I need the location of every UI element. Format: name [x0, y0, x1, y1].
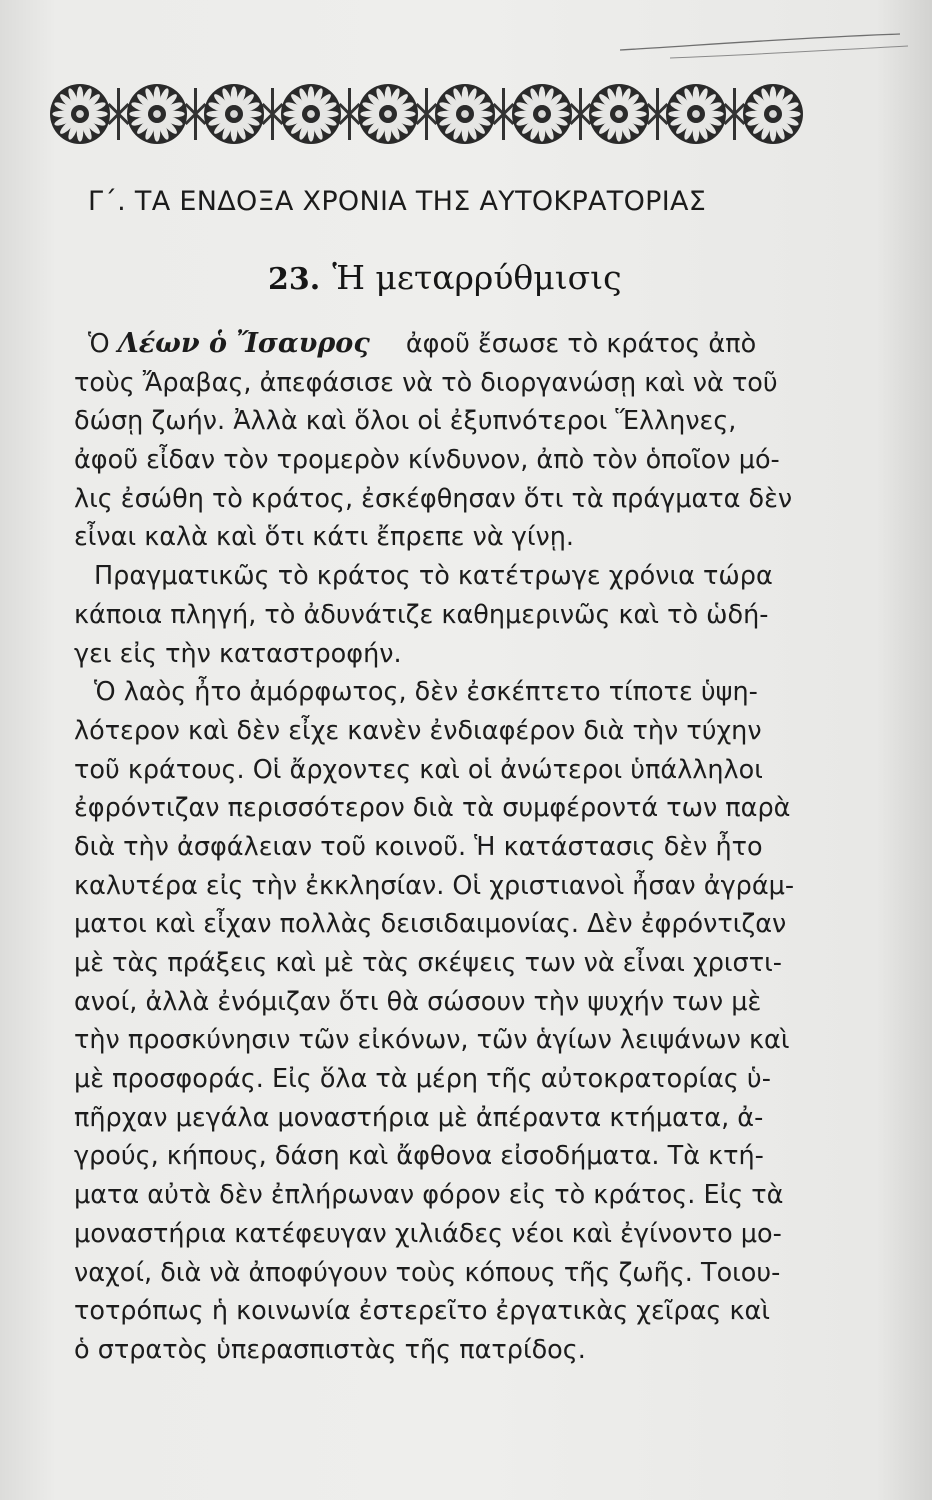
text-line: ναχοί, διὰ νὰ ἀποφύγουν τοὺς κόπους τῆς ζωῆς. Τοιου-	[74, 1257, 781, 1288]
paragraph-1-first-line-rest: ἀφοῦ ἔσωσε τὸ κράτος ἀπὸ	[405, 329, 757, 359]
ornament-cross-icon	[340, 88, 360, 140]
section-number: 23.	[268, 262, 321, 297]
text-line: πῆρχαν μεγάλα μοναστήρια μὲ ἀπέραντα κτήματα, ἀ-	[74, 1102, 764, 1133]
paragraph-1-first-line	[74, 325, 834, 364]
section-title: Ἡ μεταρρύθμισις	[332, 258, 622, 297]
ornament-cross-icon	[725, 88, 745, 140]
text-line: τοτρόπως ἡ κοινωνία ἐστερεῖτο ἐργατικὰς χεῖρας καὶ	[74, 1296, 770, 1327]
text-line: μὲ προσφοράς. Εἰς ὅλα τὰ μέρη τῆς αὐτοκρατορίας ὑ-	[74, 1064, 771, 1095]
text-line: κάποια πληγή, τὸ ἀδυνάτιζε καθημερινῶς καὶ τὸ ὡδή-	[74, 599, 769, 630]
ornament-cross-icon	[571, 88, 591, 140]
text-line: μὲ τὰς πράξεις καὶ μὲ τὰς σκέψεις των νὰ εἶναι χριστι-	[74, 948, 782, 978]
pencil-mark	[610, 28, 910, 68]
ornament-cross-icon	[109, 88, 129, 140]
rosette-icon	[358, 84, 418, 144]
ornament-cross-icon	[417, 88, 437, 140]
text-line: λότερον καὶ δὲν εἶχε κανὲν ἐνδιαφέρον διὰ τὴν τύχην	[74, 715, 762, 746]
rosette-icon	[743, 84, 803, 144]
rosette-icon	[50, 84, 110, 144]
rosette-icon	[666, 84, 726, 144]
rosette-icon	[512, 84, 572, 144]
ornament-cross-icon	[263, 88, 283, 140]
text-line: ματα αὐτὰ δὲν ἐπλήρωναν φόρον εἰς τὸ κράτος. Εἰς τὰ	[74, 1180, 784, 1211]
text-line: γει εἰς τὴν καταστροφήν.	[74, 638, 402, 669]
text-line: ανοί, ἀλλὰ ἐνόμιζαν ὅτι θὰ σώσουν τὴν ψυχήν των μὲ	[74, 986, 762, 1017]
ornament-cross-icon	[648, 88, 668, 140]
text-line: εἶναι καλὰ καὶ ὅτι κάτι ἔπρεπε νὰ γίνῃ.	[74, 522, 574, 553]
text-line: τὴν προσκύνησιν τῶν εἰκόνων, τῶν ἁγίων λειψάνων καὶ	[74, 1025, 790, 1056]
rosette-ornament-band	[42, 72, 812, 152]
text-line: ἐφρόντιζαν περισσότερον διὰ τὰ συμφέροντά των παρὰ	[74, 793, 791, 824]
text-line: ματοι καὶ εἶχαν πολλὰς δεισιδαιμονίας. Δὲν ἐφρόντιζαν	[74, 909, 787, 940]
body-text	[74, 325, 834, 1370]
paragraph-1	[74, 325, 834, 557]
text-line: ὁ στρατὸς ὑπερασπιστὰς τῆς πατρίδος.	[74, 1334, 586, 1365]
paragraph-2	[74, 557, 834, 673]
rosette-icon	[589, 84, 649, 144]
paragraph-3	[74, 673, 834, 1369]
section-heading	[268, 258, 622, 297]
emphasized-name: Λέων ὁ Ἴσαυρος	[117, 328, 370, 359]
paragraph-1-start: Ὁ	[88, 329, 110, 359]
text-line: τοῦ κράτους. Οἱ ἄρχοντες καὶ οἱ ἀνώτεροι ὑπάλληλοι	[74, 754, 763, 785]
text-line: λις ἐσώθη τὸ κράτος, ἐσκέφθησαν ὅτι τὰ πράγματα δὲν	[74, 483, 793, 514]
rosette-icon	[204, 84, 264, 144]
text-line: Πραγματικῶς τὸ κράτος τὸ κατέτρωγε χρόνια τώρα	[94, 561, 773, 592]
rosette-icon	[435, 84, 495, 144]
ornament-rosettes	[50, 84, 803, 144]
ornament-cross-icon	[494, 88, 514, 140]
text-line: Ὁ λαὸς ἦτο ἀμόρφωτος, δὲν ἐσκέπτετο τίποτε ὑψη-	[94, 677, 758, 708]
text-line: δώσῃ ζωήν. Ἀλλὰ καὶ ὅλοι οἱ ἐξυπνότεροι Ἕλληνες,	[74, 406, 737, 437]
ornament-cross-icon	[186, 88, 206, 140]
text-line: τοὺς Ἄραβας, ἀπεφάσισε νὰ τὸ διοργανώσῃ καὶ νὰ τοῦ	[74, 367, 778, 398]
rosette-icon	[281, 84, 341, 144]
rosette-icon	[127, 84, 187, 144]
text-line: καλυτέρα εἰς τὴν ἐκκλησίαν. Οἱ χριστιανοὶ ἦσαν ἀγράμ-	[74, 870, 795, 901]
text-line: διὰ τὴν ἀσφάλειαν τοῦ κοινοῦ. Ἡ κατάστασις δὲν ἦτο	[74, 831, 763, 862]
chapter-heading: Γ΄. ΤΑ ΕΝΔΟΞΑ ΧΡΟΝΙΑ ΤΗΣ ΑΥΤΟΚΡΑΤΟΡΙΑΣ	[88, 186, 707, 217]
text-line: ἀφοῦ εἶδαν τὸν τρομερὸν κίνδυνον, ἀπὸ τὸν ὁποῖον μό-	[74, 445, 780, 476]
text-line: γρούς, κήπους, δάση καὶ ἄφθονα εἰσοδήματα. Τὰ κτή-	[74, 1141, 764, 1172]
text-line: μοναστήρια κατέφευγαν χιλιάδες νέοι καὶ ἐγίνοντο μο-	[74, 1218, 782, 1249]
